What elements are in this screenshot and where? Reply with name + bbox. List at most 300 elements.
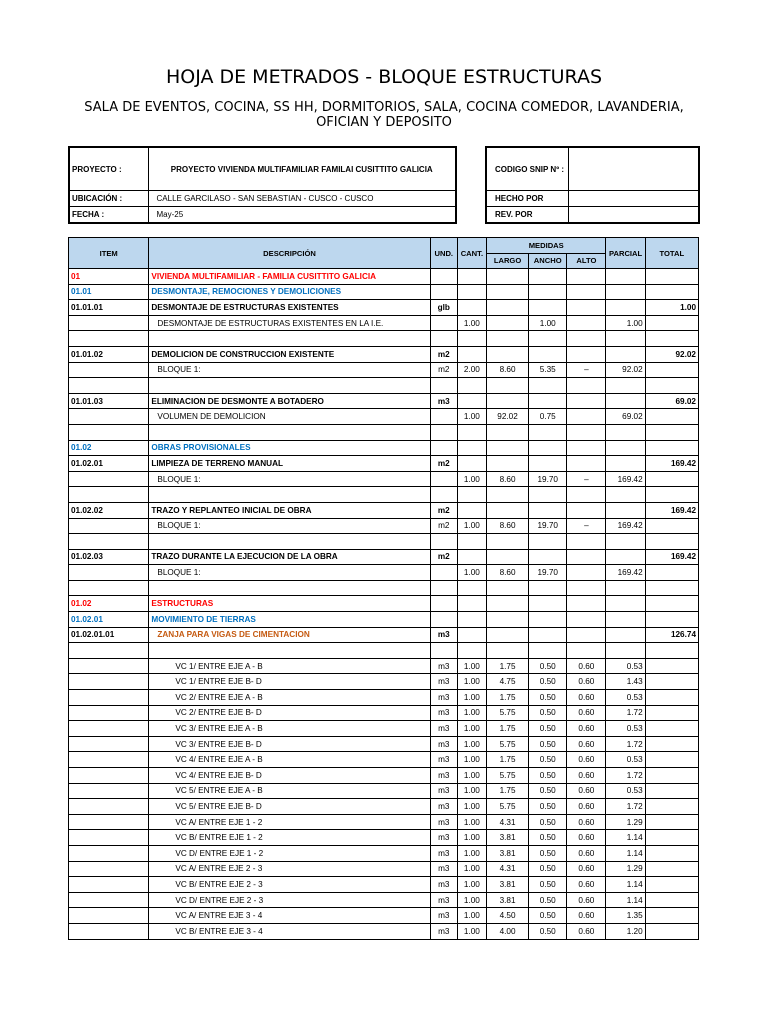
- snip-label: CODIGO SNIP Nº :: [486, 147, 568, 191]
- cell-und: m3: [430, 783, 457, 799]
- cell-largo: 4.50: [486, 908, 528, 924]
- cell-und: m2: [430, 456, 457, 472]
- cell-total: 1.00: [645, 300, 698, 316]
- cell-ancho: [529, 378, 567, 394]
- cell-und: [430, 440, 457, 456]
- cell-ancho: [529, 440, 567, 456]
- cell-ancho: 0.50: [529, 908, 567, 924]
- cell-ancho: [529, 269, 567, 285]
- cell-cant: [457, 284, 486, 300]
- cell-parcial: 1.72: [606, 799, 645, 815]
- cell-largo: [486, 612, 528, 628]
- cell-largo: 1.75: [486, 658, 528, 674]
- cell-cant: [457, 487, 486, 503]
- cell-und: m3: [430, 752, 457, 768]
- cell-desc: VC A/ ENTRE EJE 1 - 2: [149, 814, 430, 830]
- cell-alto: 0.60: [567, 814, 606, 830]
- cell-alto: 0.60: [567, 658, 606, 674]
- cell-und: [430, 378, 457, 394]
- cell-parcial: [606, 612, 645, 628]
- cell-desc: [149, 424, 430, 440]
- cell-total: [645, 518, 698, 534]
- col-und: UND.: [430, 238, 457, 269]
- cell-parcial: 1.72: [606, 705, 645, 721]
- table-row: [69, 830, 699, 846]
- cell-item: [69, 799, 149, 815]
- cell-desc: VC D/ ENTRE EJE 1 - 2: [149, 845, 430, 861]
- cell-und: m3: [430, 393, 457, 409]
- cell-ancho: 0.50: [529, 845, 567, 861]
- cell-parcial: [606, 627, 645, 643]
- table-row: [69, 440, 699, 456]
- cell-total: [645, 471, 698, 487]
- cell-und: m3: [430, 799, 457, 815]
- cell-und: [430, 331, 457, 347]
- cell-item: [69, 830, 149, 846]
- cell-largo: [486, 424, 528, 440]
- cell-alto: [567, 378, 606, 394]
- cell-item: [69, 409, 149, 425]
- cell-item: [69, 424, 149, 440]
- table-row: [69, 284, 699, 300]
- table-row: [69, 690, 699, 706]
- cell-total: 169.42: [645, 502, 698, 518]
- cell-cant: [457, 424, 486, 440]
- cell-parcial: 92.02: [606, 362, 645, 378]
- table-row: [69, 346, 699, 362]
- cell-desc: [149, 534, 430, 550]
- cell-desc: VC 4/ ENTRE EJE B- D: [149, 768, 430, 784]
- cell-alto: 0.60: [567, 908, 606, 924]
- cell-desc: DEMOLICION DE CONSTRUCCION EXISTENTE: [149, 346, 430, 362]
- cell-parcial: 1.29: [606, 814, 645, 830]
- proyecto-label: PROYECTO :: [69, 147, 148, 191]
- cell-total: [645, 534, 698, 550]
- cell-cant: [457, 393, 486, 409]
- cell-parcial: [606, 378, 645, 394]
- table-row: [69, 362, 699, 378]
- cell-alto: –: [567, 362, 606, 378]
- cell-largo: 8.60: [486, 518, 528, 534]
- proyecto-value: PROYECTO VIVIENDA MULTIFAMILIAR FAMILAI CUSITTITO GALICIA: [148, 147, 456, 191]
- cell-total: 169.42: [645, 549, 698, 565]
- cell-cant: 1.00: [457, 315, 486, 331]
- cell-item: [69, 378, 149, 394]
- cell-alto: 0.60: [567, 705, 606, 721]
- cell-cant: 1.00: [457, 814, 486, 830]
- cell-item: [69, 814, 149, 830]
- cell-alto: [567, 269, 606, 285]
- cell-alto: [567, 409, 606, 425]
- cell-ancho: [529, 424, 567, 440]
- cell-largo: 5.75: [486, 705, 528, 721]
- cell-und: m3: [430, 768, 457, 784]
- cell-cant: [457, 331, 486, 347]
- cell-parcial: 0.53: [606, 690, 645, 706]
- metrados-table: [68, 237, 699, 940]
- cell-alto: [567, 284, 606, 300]
- cell-parcial: 69.02: [606, 409, 645, 425]
- cell-total: [645, 674, 698, 690]
- cell-ancho: 0.50: [529, 830, 567, 846]
- cell-alto: 0.60: [567, 783, 606, 799]
- cell-item: [69, 518, 149, 534]
- cell-parcial: 169.42: [606, 471, 645, 487]
- cell-largo: 3.81: [486, 877, 528, 893]
- table-row: [69, 674, 699, 690]
- cell-item: 01: [69, 269, 149, 285]
- cell-parcial: [606, 393, 645, 409]
- cell-desc: [149, 487, 430, 503]
- cell-ancho: [529, 456, 567, 472]
- cell-largo: [486, 393, 528, 409]
- cell-item: [69, 580, 149, 596]
- cell-und: m3: [430, 674, 457, 690]
- cell-largo: [486, 502, 528, 518]
- cell-parcial: [606, 300, 645, 316]
- cell-largo: [486, 331, 528, 347]
- cell-alto: [567, 612, 606, 628]
- cell-ancho: 19.70: [529, 518, 567, 534]
- cell-cant: [457, 534, 486, 550]
- cell-total: [645, 658, 698, 674]
- table-row: [69, 768, 699, 784]
- cell-desc: VC A/ ENTRE EJE 2 - 3: [149, 861, 430, 877]
- cell-parcial: 1.43: [606, 674, 645, 690]
- cell-und: m3: [430, 923, 457, 939]
- cell-ancho: [529, 612, 567, 628]
- col-ancho: ANCHO: [529, 253, 567, 269]
- cell-ancho: 0.50: [529, 705, 567, 721]
- table-row: [69, 799, 699, 815]
- cell-total: 169.42: [645, 456, 698, 472]
- cell-und: m2: [430, 549, 457, 565]
- cell-largo: 92.02: [486, 409, 528, 425]
- cell-cant: 1.00: [457, 768, 486, 784]
- cell-parcial: 1.14: [606, 877, 645, 893]
- cell-total: [645, 923, 698, 939]
- table-row: [69, 565, 699, 581]
- snip-value: [568, 147, 699, 191]
- cell-und: [430, 534, 457, 550]
- cell-total: [645, 580, 698, 596]
- cell-desc: [149, 331, 430, 347]
- snip-info-table: [485, 146, 700, 224]
- cell-largo: 5.75: [486, 768, 528, 784]
- cell-und: [430, 580, 457, 596]
- col-parcial: PARCIAL: [606, 238, 645, 269]
- cell-parcial: 1.20: [606, 923, 645, 939]
- cell-item: [69, 783, 149, 799]
- cell-desc: [149, 378, 430, 394]
- cell-desc: DESMONTAJE DE ESTRUCTURAS EXISTENTES: [149, 300, 430, 316]
- cell-parcial: [606, 331, 645, 347]
- cell-parcial: [606, 643, 645, 659]
- cell-largo: 4.31: [486, 814, 528, 830]
- cell-und: m3: [430, 845, 457, 861]
- table-row: [69, 456, 699, 472]
- table-row: [69, 877, 699, 893]
- rev-por-label: REV. POR: [486, 207, 568, 224]
- cell-desc: VC 2/ ENTRE EJE B- D: [149, 705, 430, 721]
- cell-parcial: 169.42: [606, 518, 645, 534]
- cell-und: m3: [430, 736, 457, 752]
- cell-largo: [486, 549, 528, 565]
- cell-ancho: [529, 534, 567, 550]
- cell-largo: [486, 346, 528, 362]
- cell-und: m3: [430, 861, 457, 877]
- cell-total: [645, 612, 698, 628]
- cell-parcial: 1.14: [606, 830, 645, 846]
- cell-ancho: [529, 596, 567, 612]
- hecho-por-value: [568, 191, 699, 207]
- cell-largo: 4.75: [486, 674, 528, 690]
- cell-largo: 1.75: [486, 783, 528, 799]
- col-total: TOTAL: [645, 238, 698, 269]
- cell-largo: [486, 596, 528, 612]
- col-alto: ALTO: [567, 253, 606, 269]
- cell-item: 01.01.01: [69, 300, 149, 316]
- cell-largo: [486, 440, 528, 456]
- cell-cant: [457, 612, 486, 628]
- cell-ancho: 0.50: [529, 923, 567, 939]
- cell-ancho: [529, 284, 567, 300]
- cell-parcial: [606, 440, 645, 456]
- cell-ancho: [529, 393, 567, 409]
- table-row: [69, 487, 699, 503]
- page-subtitle: SALA DE EVENTOS, COCINA, SS HH, DORMITORIOS, SALA, COCINA COMEDOR, LAVANDERIA, OFICIAN Y DEPOSITO: [84, 100, 684, 130]
- cell-total: [645, 362, 698, 378]
- cell-alto: [567, 627, 606, 643]
- cell-item: [69, 643, 149, 659]
- hecho-por-label: HECHO POR: [486, 191, 568, 207]
- cell-ancho: [529, 502, 567, 518]
- cell-cant: [457, 456, 486, 472]
- cell-und: [430, 565, 457, 581]
- cell-und: m2: [430, 362, 457, 378]
- cell-total: [645, 877, 698, 893]
- cell-desc: MOVIMIENTO DE TIERRAS: [149, 612, 430, 628]
- cell-ancho: 19.70: [529, 565, 567, 581]
- cell-und: [430, 612, 457, 628]
- cell-und: [430, 471, 457, 487]
- cell-cant: 2.00: [457, 362, 486, 378]
- cell-alto: 0.60: [567, 690, 606, 706]
- cell-total: [645, 861, 698, 877]
- cell-largo: [486, 378, 528, 394]
- cell-alto: [567, 487, 606, 503]
- cell-und: glb: [430, 300, 457, 316]
- cell-cant: 1.00: [457, 471, 486, 487]
- cell-parcial: 0.53: [606, 752, 645, 768]
- cell-total: [645, 269, 698, 285]
- cell-item: [69, 690, 149, 706]
- fecha-value: May-25: [148, 207, 456, 224]
- cell-parcial: 1.72: [606, 768, 645, 784]
- cell-alto: 0.60: [567, 892, 606, 908]
- cell-ancho: 0.50: [529, 674, 567, 690]
- cell-parcial: 0.53: [606, 721, 645, 737]
- cell-desc: VIVIENDA MULTIFAMILIAR - FAMILIA CUSITTITO GALICIA: [149, 269, 430, 285]
- table-row: [69, 378, 699, 394]
- cell-item: [69, 658, 149, 674]
- cell-largo: 1.75: [486, 752, 528, 768]
- cell-ancho: 0.50: [529, 768, 567, 784]
- cell-desc: VC 3/ ENTRE EJE B- D: [149, 736, 430, 752]
- cell-alto: [567, 549, 606, 565]
- cell-desc: BLOQUE 1:: [149, 362, 430, 378]
- cell-desc: VC 1/ ENTRE EJE B- D: [149, 674, 430, 690]
- cell-total: [645, 814, 698, 830]
- table-row: [69, 518, 699, 534]
- cell-ancho: 5.35: [529, 362, 567, 378]
- cell-largo: [486, 643, 528, 659]
- cell-parcial: [606, 346, 645, 362]
- cell-alto: [567, 565, 606, 581]
- cell-parcial: [606, 580, 645, 596]
- cell-item: [69, 674, 149, 690]
- cell-parcial: [606, 487, 645, 503]
- cell-largo: [486, 487, 528, 503]
- cell-item: 01.01.03: [69, 393, 149, 409]
- cell-ancho: 0.50: [529, 877, 567, 893]
- cell-ancho: 0.50: [529, 690, 567, 706]
- cell-parcial: 169.42: [606, 565, 645, 581]
- cell-und: [430, 409, 457, 425]
- cell-desc: BLOQUE 1:: [149, 565, 430, 581]
- cell-alto: [567, 315, 606, 331]
- cell-und: [430, 643, 457, 659]
- cell-alto: [567, 596, 606, 612]
- cell-alto: [567, 331, 606, 347]
- cell-ancho: 0.50: [529, 814, 567, 830]
- fecha-label: FECHA :: [69, 207, 148, 224]
- cell-ancho: 0.50: [529, 721, 567, 737]
- table-row: [69, 892, 699, 908]
- cell-item: [69, 705, 149, 721]
- cell-und: [430, 487, 457, 503]
- cell-cant: 1.00: [457, 736, 486, 752]
- cell-parcial: [606, 269, 645, 285]
- table-row: [69, 269, 699, 285]
- cell-desc: BLOQUE 1:: [149, 518, 430, 534]
- table-row: [69, 705, 699, 721]
- cell-item: [69, 331, 149, 347]
- table-row: [69, 471, 699, 487]
- cell-item: 01.02: [69, 596, 149, 612]
- cell-alto: –: [567, 471, 606, 487]
- cell-item: [69, 721, 149, 737]
- cell-cant: 1.00: [457, 861, 486, 877]
- cell-parcial: 1.14: [606, 892, 645, 908]
- cell-alto: 0.60: [567, 736, 606, 752]
- cell-cant: 1.00: [457, 830, 486, 846]
- cell-total: [645, 845, 698, 861]
- cell-total: [645, 596, 698, 612]
- cell-total: [645, 284, 698, 300]
- cell-item: 01.01: [69, 284, 149, 300]
- cell-ancho: 0.50: [529, 752, 567, 768]
- table-row: [69, 393, 699, 409]
- cell-desc: VC B/ ENTRE EJE 2 - 3: [149, 877, 430, 893]
- table-row: [69, 658, 699, 674]
- cell-desc: BLOQUE 1:: [149, 471, 430, 487]
- cell-total: [645, 690, 698, 706]
- ubicacion-label: UBICACIÓN :: [69, 191, 148, 207]
- cell-total: [645, 892, 698, 908]
- cell-ancho: [529, 627, 567, 643]
- cell-item: [69, 736, 149, 752]
- cell-alto: 0.60: [567, 768, 606, 784]
- table-row: [69, 596, 699, 612]
- cell-desc: OBRAS PROVISIONALES: [149, 440, 430, 456]
- cell-cant: 1.00: [457, 783, 486, 799]
- cell-ancho: 1.00: [529, 315, 567, 331]
- cell-cant: [457, 502, 486, 518]
- cell-largo: 3.81: [486, 845, 528, 861]
- cell-cant: [457, 643, 486, 659]
- cell-alto: 0.60: [567, 845, 606, 861]
- cell-parcial: 0.53: [606, 658, 645, 674]
- table-row: [69, 424, 699, 440]
- cell-alto: 0.60: [567, 674, 606, 690]
- cell-cant: 1.00: [457, 908, 486, 924]
- cell-parcial: 1.29: [606, 861, 645, 877]
- cell-und: [430, 269, 457, 285]
- cell-cant: 1.00: [457, 690, 486, 706]
- cell-alto: [567, 440, 606, 456]
- cell-alto: [567, 534, 606, 550]
- cell-item: [69, 315, 149, 331]
- cell-desc: ZANJA PARA VIGAS DE CIMENTACION: [149, 627, 430, 643]
- cell-und: [430, 284, 457, 300]
- cell-cant: 1.00: [457, 705, 486, 721]
- cell-cant: [457, 596, 486, 612]
- cell-ancho: [529, 643, 567, 659]
- cell-ancho: 0.75: [529, 409, 567, 425]
- cell-und: m3: [430, 690, 457, 706]
- cell-cant: 1.00: [457, 877, 486, 893]
- cell-item: [69, 362, 149, 378]
- table-row: [69, 783, 699, 799]
- cell-cant: [457, 269, 486, 285]
- cell-und: m2: [430, 518, 457, 534]
- cell-und: [430, 315, 457, 331]
- cell-parcial: 0.53: [606, 783, 645, 799]
- cell-parcial: 1.00: [606, 315, 645, 331]
- cell-desc: VC 4/ ENTRE EJE A - B: [149, 752, 430, 768]
- project-info-table: [68, 146, 457, 224]
- cell-parcial: [606, 502, 645, 518]
- cell-cant: [457, 440, 486, 456]
- cell-alto: 0.60: [567, 752, 606, 768]
- table-row: [69, 580, 699, 596]
- cell-und: m3: [430, 658, 457, 674]
- cell-desc: VC 5/ ENTRE EJE A - B: [149, 783, 430, 799]
- cell-alto: [567, 300, 606, 316]
- table-row: [69, 736, 699, 752]
- cell-item: [69, 923, 149, 939]
- cell-item: 01.02.01.01: [69, 627, 149, 643]
- cell-item: [69, 565, 149, 581]
- cell-largo: [486, 580, 528, 596]
- cell-desc: ESTRUCTURAS: [149, 596, 430, 612]
- cell-total: [645, 721, 698, 737]
- cell-und: m3: [430, 877, 457, 893]
- cell-cant: [457, 300, 486, 316]
- cell-ancho: [529, 331, 567, 347]
- cell-desc: TRAZO DURANTE LA EJECUCION DE LA OBRA: [149, 549, 430, 565]
